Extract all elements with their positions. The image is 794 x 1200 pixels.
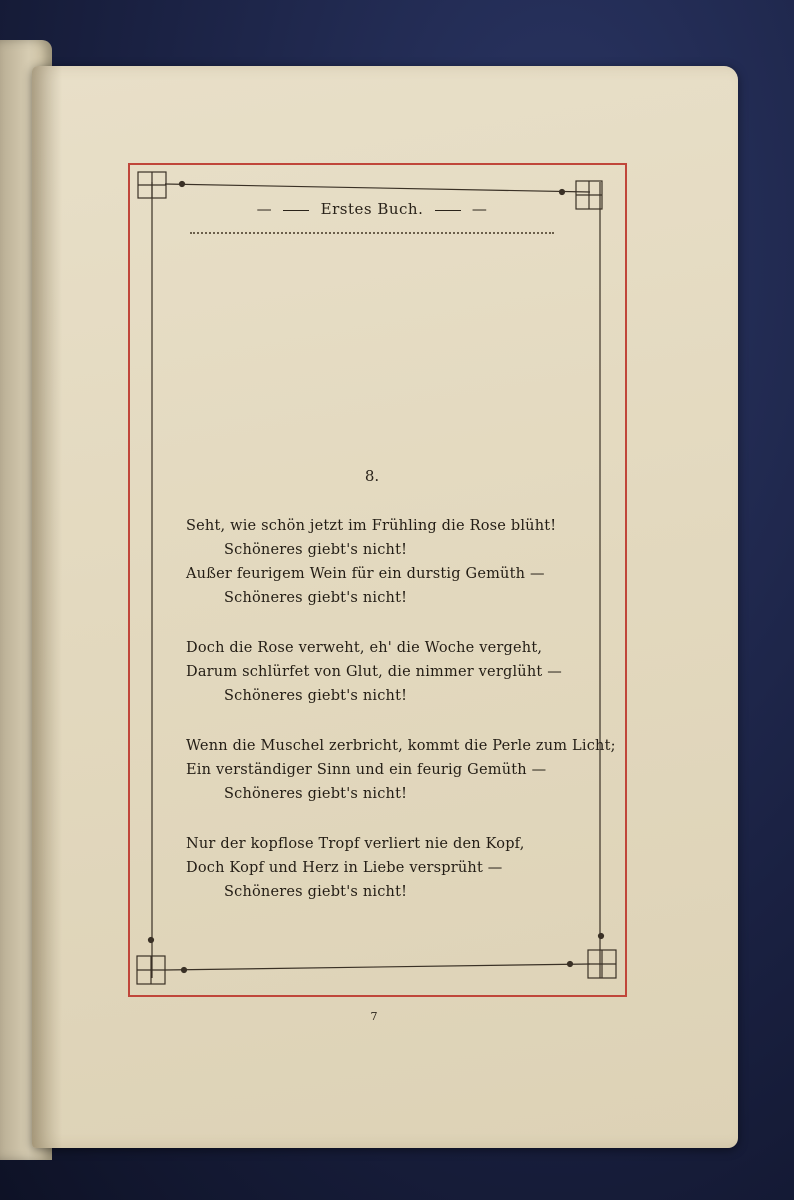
dotted-rule: [190, 232, 554, 234]
poem-line: Seht, wie schön jetzt im Frühling die Rose blüht!: [186, 518, 557, 534]
chapter-header: [190, 200, 554, 218]
poem-number: 8.: [364, 467, 380, 485]
poem-line: Doch Kopf und Herz in Liebe versprüht —: [186, 860, 503, 876]
inner-line-bottom: [165, 964, 590, 970]
poem-refrain: Schöneres giebt's nicht!: [224, 688, 408, 704]
poem-line: Wenn die Muschel zerbricht, kommt die Perle zum Licht;: [186, 738, 616, 754]
stanza: [186, 636, 576, 708]
corner-ornament-bottom-right: [568, 934, 617, 979]
corner-ornament-bottom-left: [137, 938, 187, 985]
poem-line: Nur der kopflose Tropf verliert nie den Kopf,: [186, 836, 525, 852]
stanza: [186, 514, 576, 610]
poem-refrain: Schöneres giebt's nicht!: [224, 542, 408, 558]
corner-ornament-top-right: [560, 181, 603, 209]
page-number: 7: [370, 1010, 378, 1023]
poem-line: Darum schlürfet von Glut, die nimmer verglüht —: [186, 664, 562, 680]
header-rule-right: [435, 210, 461, 211]
header-dash-left: —: [256, 200, 273, 218]
poem-line: Doch die Rose verweht, eh' die Woche vergeht,: [186, 640, 543, 656]
inner-line-top: [165, 184, 590, 192]
poem-refrain: Schöneres giebt's nicht!: [224, 590, 408, 606]
poem-body: [186, 514, 616, 930]
header-rule-left: [283, 210, 309, 211]
corner-ornament-top-left: [138, 172, 185, 198]
header-title: Erstes Buch.: [320, 200, 424, 218]
stanza: [186, 832, 576, 904]
poem-refrain: Schöneres giebt's nicht!: [224, 786, 408, 802]
header-dash-right: —: [471, 200, 488, 218]
poem-line: Außer feurigem Wein für ein durstig Gemüth —: [186, 566, 545, 582]
poem-line: Ein verständiger Sinn und ein feurig Gemüth —: [186, 762, 547, 778]
poem-refrain: Schöneres giebt's nicht!: [224, 884, 408, 900]
stanza: [186, 734, 616, 806]
